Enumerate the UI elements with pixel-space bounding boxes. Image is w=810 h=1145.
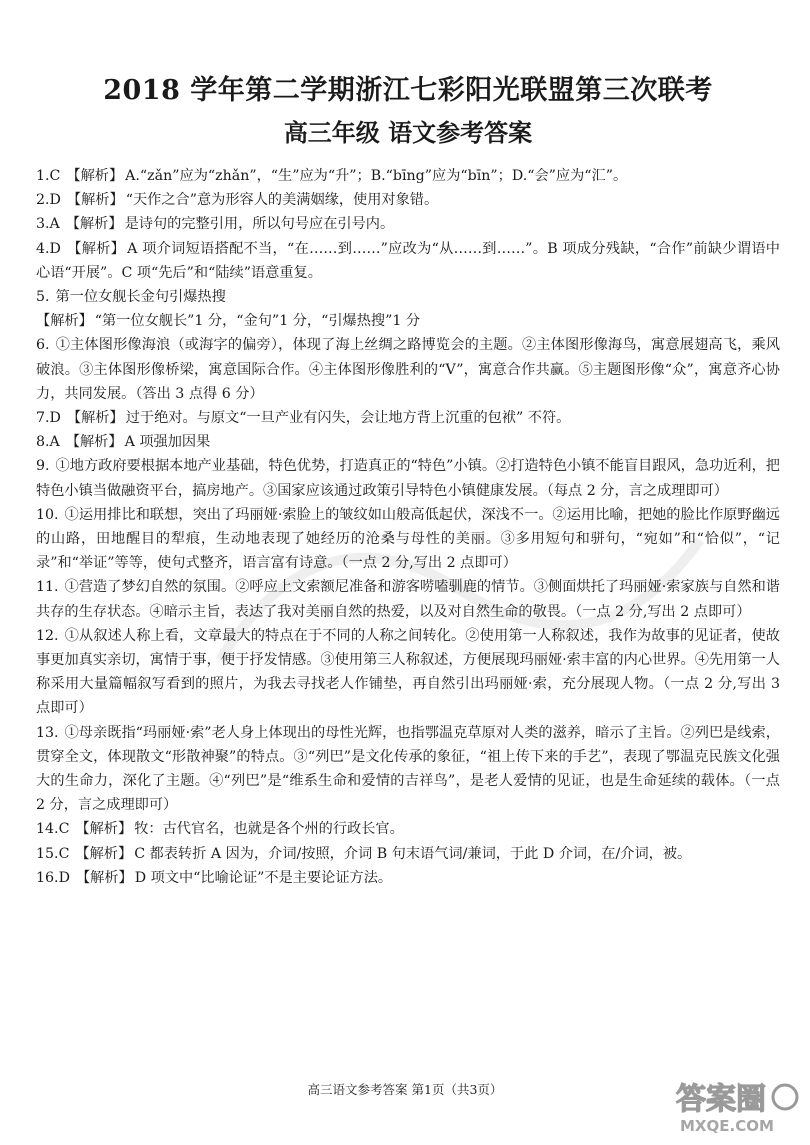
question-number: 6.: [36, 337, 50, 354]
answer-text: A 项强加因果: [124, 434, 211, 451]
question-number: 15.C: [36, 845, 70, 862]
question-number: 12.: [36, 627, 59, 644]
answer-item: [36, 406, 780, 430]
question-number: 2.D: [36, 192, 61, 209]
answer-item: [36, 624, 780, 721]
answer-text: ①母亲既指“玛丽娅·索”老人身上体现出的母性光辉，也指鄂温克草原对人类的滋养，暗示了主旨。②列巴是线索，贯穿全文，体现散文“形散神聚”的特点。③“列巴”是文化传承的象征，“祖上传下来的手艺”，表现了鄂温克民族文化强大的生命力，深化了主题。④“列巴”是“维系生命和爱情的吉祥鸟”，是老人爱情的见证，也是生命延续的载体。（一点 2 分，言之成理即可）: [36, 724, 780, 814]
question-number: 5.: [36, 289, 50, 306]
question-number: 10.: [36, 506, 59, 523]
answer-list: [36, 164, 780, 890]
question-number: 3.A: [36, 216, 60, 233]
analysis-tag: 【解析】: [66, 240, 126, 257]
answer-text: ①从叙述人称上看，文章最大的特点在于不同的人称之间转化。②使用第一人称叙述，我作为故事的见证者，使故事更加真实亲切，寓情于事，便于抒发情感。③使用第三人称叙述，方便展现玛丽娅·索丰富的内心世界。④先用第一人称采用大量篇幅叙写看到的照片，为我去寻找老人作铺垫，再自然引出玛丽娅·索，充分展现人物。（一点 2 分,写出 3 点即可）: [36, 627, 780, 717]
analysis-tag: 【解析】: [75, 869, 133, 886]
answer-item: [36, 237, 780, 285]
question-number: 14.C: [36, 821, 70, 838]
answer-text: “第一位女舰长”1 分，“金句”1 分，“引爆热搜”1 分: [94, 313, 421, 330]
answer-text: ①运用排比和联想，突出了玛丽娅·索脸上的皱纹如山般高低起伏，深浅不一。②运用比喻，把她的脸比作原野幽远的山路，田地醒目的犁痕，生动地表现了她经历的沧桑与母性的美丽。③多用短句和骈句，“宛如”和“恰似”，“记录”和“举证”等等，使句式整齐，语言富有诗意。（一点 2 分,写出 2 点即可）: [36, 506, 780, 572]
answer-text: 第一位女舰长金句引爆热搜: [55, 289, 226, 306]
answer-item: [36, 817, 780, 841]
analysis-tag: 【解析】: [65, 216, 123, 233]
question-number: 11.: [36, 579, 59, 596]
answer-item: [36, 212, 780, 236]
answer-item: [36, 188, 780, 212]
answer-text: A 项介词短语搭配不当，“在……到……”应改为“从……到……”。B 项成分残缺，“合作”前缺少谓语中心语“开展”。C 项“先后”和“陆续”语意重复。: [36, 240, 780, 281]
question-number: 1.C: [36, 168, 61, 184]
analysis-tag: 【解析】: [65, 434, 123, 451]
logo-domain: MXQE.COM: [680, 1117, 774, 1135]
question-number: 8.A: [36, 434, 60, 451]
answer-text: “天作之合”意为形容人的美满姻缘，使用对象错。: [125, 192, 439, 209]
answer-item: [36, 430, 780, 454]
answer-item: [36, 333, 780, 406]
exam-title: 2018 学年第二学期浙江七彩阳光联盟第三次联考: [103, 75, 713, 106]
answer-item: [36, 503, 780, 576]
analysis-tag: 【解析】: [66, 192, 124, 209]
analysis-tag: 【解析】: [75, 845, 133, 862]
answer-item: [36, 285, 780, 309]
question-number: 13.: [36, 724, 59, 741]
logo-text: 答案圈: [676, 1082, 766, 1117]
analysis-tag: 【解析】: [36, 313, 93, 330]
answer-item: [36, 454, 780, 502]
answer-text: ①主体图形像海浪（或海字的偏旁），体现了海上丝绸之路博览会的主题。②主体图形像海鸟，寓意展翅高飞，乘风破浪。③主体图形像桥梁，寓意国际合作。④主体图形像胜利的“V”，寓意合作共赢。⑤主题图形像“众”，寓意齐心协力，共同发展。（答出 3 点得 6 分）: [36, 337, 780, 402]
question-number: 4.D: [36, 240, 61, 257]
answer-text: 牧：古代官名，也就是各个州的行政长官。: [134, 821, 404, 838]
answer-item: [36, 721, 780, 818]
analysis-tag: 【解析】: [66, 410, 124, 427]
answer-text: 过于绝对。与原文“一旦产业有闪失，会让地方背上沉重的包袱” 不符。: [125, 410, 571, 427]
answer-item: [36, 309, 780, 333]
answer-item: [36, 842, 780, 866]
page-footer: 高三语文参考答案 第1页（共3页）: [307, 1082, 503, 1097]
answer-text: A.“zǎn”应为“zhǎn”，“生”应为“升”；B.“bīng”应为“bīn”；D.“会”应为“汇”。: [125, 168, 628, 184]
question-number: 16.D: [36, 869, 70, 886]
answer-text: ①营造了梦幻自然的氛围。②呼应上文索额尼准备和游客唠嗑驯鹿的情节。③侧面烘托了玛丽娅·索家族与自然和谐共存的生存状态。④暗示主旨，表达了我对美丽自然的热爱，以及对自然生命的敬畏。（一点 2 分,写出 2 点即可）: [36, 579, 780, 620]
analysis-tag: 【解析】: [66, 168, 124, 184]
answer-item: [36, 866, 780, 890]
answer-text: D 项文中“比喻论证”不是主要论证方法。: [134, 869, 393, 886]
answer-item: [36, 575, 780, 623]
question-number: 7.D: [36, 410, 61, 427]
document-subtitle: 高三年级 语文参考答案: [283, 118, 533, 147]
answer-text: C 都表转折 A 因为，介词/按照，介词 B 句末语气词/兼词，于此 D 介词，在/介词，被。: [134, 845, 692, 862]
analysis-tag: 【解析】: [75, 821, 133, 838]
answer-item: [36, 164, 780, 188]
question-number: 9.: [36, 458, 50, 475]
answer-text: ①地方政府要根据本地产业基础，特色优势，打造真正的“特色”小镇。②打造特色小镇不能盲目跟风，急功近利，把特色小镇当做融资平台，搞房地产。③国家应该通过政策引导特色小镇健康发展。（每点 2 分，言之成理即可）: [36, 458, 780, 499]
answer-text: 是诗句的完整引用，所以句号应在引号内。: [124, 216, 395, 233]
